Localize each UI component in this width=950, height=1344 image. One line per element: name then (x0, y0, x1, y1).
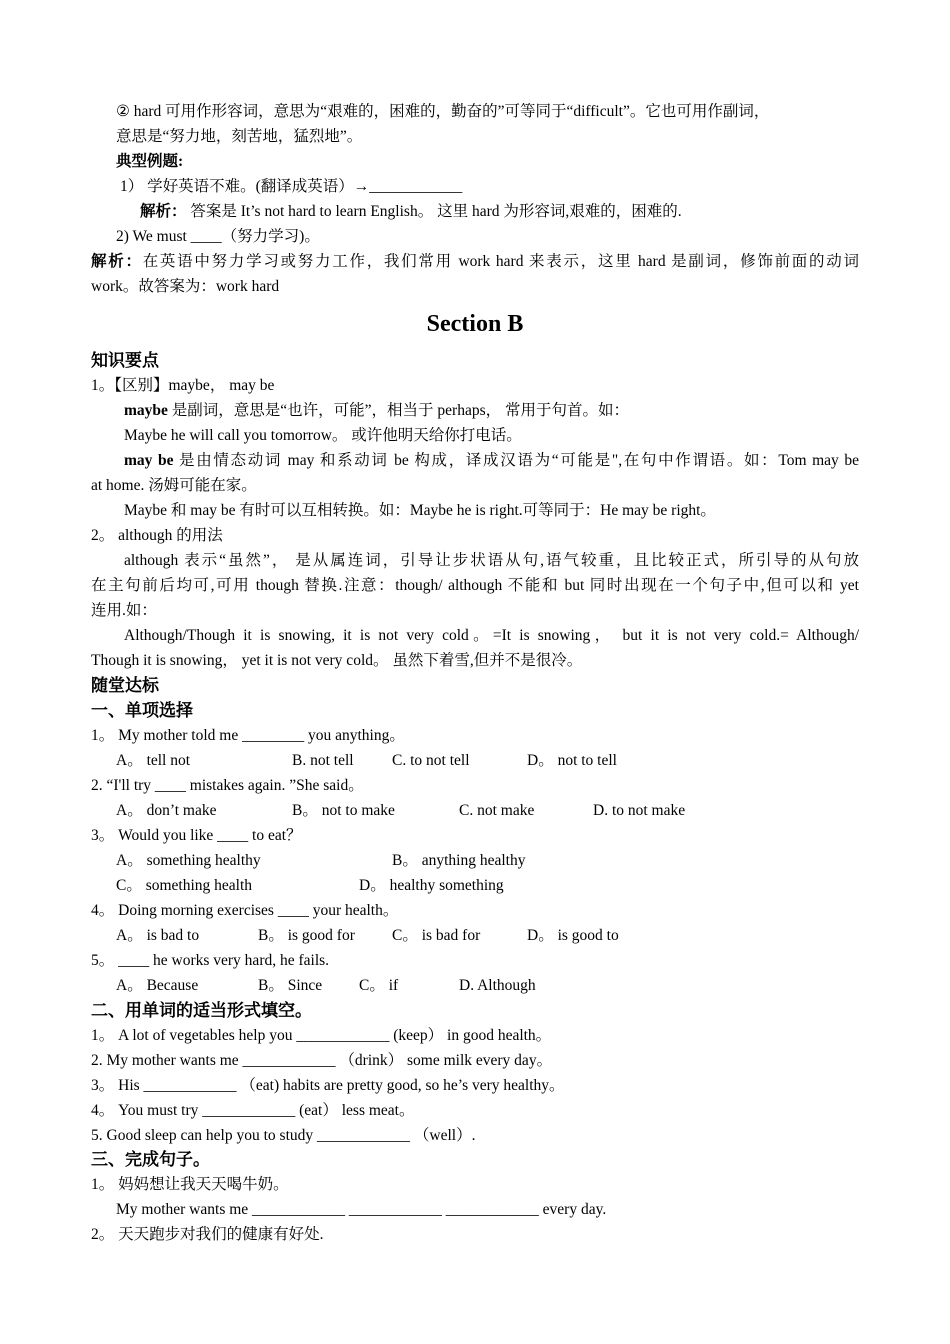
part1-heading: 一、单项选择 (91, 701, 193, 720)
example2-question: 2) We must ____（努力学习)。 (116, 228, 320, 245)
option: D。 healthy something (359, 877, 504, 894)
maybe-example: Maybe he will call you tomorrow。 或许他明天给你打电话。 (124, 427, 522, 444)
option: B。 not to make (292, 802, 395, 819)
section-title: Section B (426, 311, 524, 337)
knowledge-item2-title: 2。 although 的用法 (91, 527, 223, 544)
complete-item-1-chinese: 1。 妈妈想让我天天喝牛奶。 (91, 1176, 289, 1193)
maybe-be-line2: at home. 汤姆可能在家。 (91, 477, 257, 494)
option: D. Although (459, 977, 536, 994)
question-5: 5。 ____ he works very hard, he fails. (91, 952, 330, 969)
option: C. not make (459, 802, 535, 819)
maybe-swap-note: Maybe 和 may be 有时可以互相转换。如：Maybe he is right.可等同于：He may be right。 (124, 502, 716, 519)
complete-item-2-chinese: 2。 天天跑步对我们的健康有好处. (91, 1226, 324, 1243)
although-line2: 在主句前后均可,可用 though 替换.注意：though/ although 不能和 but 同时出现在一个句子中,但可以和 yet (91, 577, 859, 594)
option: B。 anything healthy (392, 852, 526, 869)
although-line1: although 表示“虽然”， 是从属连词，引导让步状语从句,语气较重，且比较正式，所引导的从句放 (124, 552, 859, 569)
complete-item-1-english: My mother wants me ____________ ____________ ____________ every day. (116, 1201, 607, 1218)
option: C. to not tell (392, 752, 470, 769)
question-2: 2. “I'll try ____ mistakes again. ”She said。 (91, 777, 364, 794)
option: A。 don’t make (116, 802, 217, 819)
maybe-be-desc-text: 是由情态动词 may 和系动词 be 构成，译成汉语为“可能是",在句中作谓语。如：Tom may be (173, 452, 859, 469)
example2-analysis-line1 (91, 249, 859, 274)
option: A。 tell not (116, 752, 191, 769)
fill-item-2: 2. My mother wants me ____________ （drink） some milk every day。 (91, 1052, 553, 1069)
option: A。 Because (116, 977, 199, 994)
part2-heading: 二、用单词的适当形式填空。 (91, 1001, 312, 1020)
maybe-be-description (124, 448, 859, 473)
option: D. to not make (593, 802, 686, 819)
part3-heading: 三、完成句子。 (91, 1150, 210, 1169)
term-maybe: maybe (124, 402, 168, 419)
maybe-desc-text: 是副词，意思是“也许，可能”，相当于 perhaps， 常用于句首。如： (167, 402, 630, 419)
option: D。 not to tell (527, 752, 617, 769)
question-4: 4。 Doing morning exercises ____ your health。 (91, 902, 399, 919)
intro-paragraph-line1: ② hard 可用作形容词，意思为“艰难的，困难的，勤奋的”可等同于“difficult”。它也可用作副词， (116, 103, 770, 120)
knowledge-item1-title: 1。【区别】maybe， may be (91, 377, 275, 394)
example1-analysis (140, 199, 682, 224)
analysis-label: 解析： (140, 203, 187, 220)
example2-analysis-line2: work。故答案为：work hard (91, 278, 280, 295)
option: C。 something health (116, 877, 253, 894)
fill-item-1: 1。 A lot of vegetables help you ____________ (keep） in good health。 (91, 1027, 552, 1044)
although-example-line1: Although/Though it is snowing, it is not very cold。=It is snowing， but it is not very cold.= Although/ (124, 627, 859, 644)
option: C。 if (359, 977, 399, 994)
fill-item-3: 3。 His ____________ （eat) habits are pretty good, so he’s very healthy。 (91, 1077, 565, 1094)
intro-paragraph-line2: 意思是“努力地，刻苦地，猛烈地”。 (116, 128, 363, 145)
although-line3: 连用.如： (91, 602, 157, 619)
maybe-description (124, 398, 629, 423)
question-3: 3。 Would you like ____ to eat？ (91, 827, 302, 844)
option: B。 is good for (258, 927, 355, 944)
option: B. not tell (292, 752, 354, 769)
analysis-label: 解析： (91, 253, 143, 270)
option: A。 something healthy (116, 852, 261, 869)
option: D。 is good to (527, 927, 619, 944)
analysis-text: 在英语中努力学习或努力工作，我们常用 work hard 来表示，这里 hard 是副词，修饰前面的动词 (142, 253, 859, 270)
example1-question: 1） 学好英语不难。(翻译成英语）→____________ (120, 178, 463, 195)
analysis-text: 答案是 It’s not hard to learn English。 这里 hard 为形容词,艰难的，困难的. (186, 203, 682, 220)
knowledge-heading: 知识要点 (91, 351, 159, 370)
practice-heading: 随堂达标 (91, 676, 159, 695)
option: A。 is bad to (116, 927, 200, 944)
although-example-line2: Though it is snowing， yet it is not very cold。 虽然下着雪,但并不是很冷。 (91, 652, 583, 669)
fill-item-5: 5. Good sleep can help you to study ____________ （well）. (91, 1127, 476, 1144)
fill-item-4: 4。 You must try ____________ (eat） less meat。 (91, 1102, 415, 1119)
term-may-be: may be (124, 452, 174, 469)
question-1: 1。 My mother told me ________ you anything。 (91, 727, 405, 744)
option: B。 Since (258, 977, 323, 994)
example-heading: 典型例题: (116, 153, 184, 170)
option: C。 is bad for (392, 927, 481, 944)
